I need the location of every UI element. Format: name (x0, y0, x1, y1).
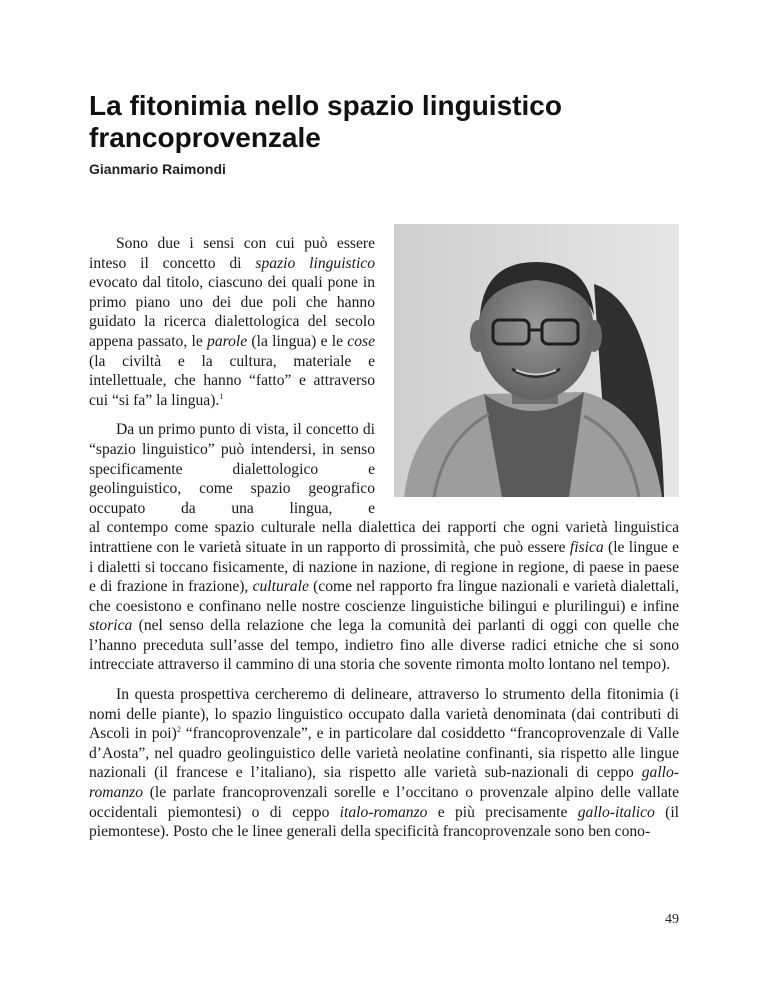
paragraph-3: In questa prospettiva cercheremo di delineare, attraverso lo strumento della fitonimia (i nomi delle piante), lo spazio linguistico occupato dalla varietà denominata (dai contributi di Ascoli in poi)$^2$ “francoprovenzale”, e in particolare dal cosiddetto “francoprovenzale di Valle d’Aosta”, nel quadro geolinguistico delle varietà neolatine confinanti, sia rispetto alle lingue nazionali (il francese e l’italiano), sia rispetto alle varietà sub-nazionali di ceppo gallo-romanzo (le parlate francoprovenzali sorelle e l’occitano o provenzale alpino delle vallate occidentali piemontesi) o di ceppo italo-romanzo e più precisamente gallo-italico (il piemontese). Posto che le linee generali della specificità francoprovenzale sono ben cono- (89, 686, 679, 841)
paragraph-1: Sono due i sensi con cui può essere inteso il concetto di spazio linguistico evocato dal titolo, ciascuno dei quali pone in primo piano uno dei due poli che hanno guidato la ricerca dialettologica del secolo appena passato, le parole (la lingua) e le cose (la civiltà e la cultura, materiale e intellettuale, che hanno “fatto” e attraverso cui “si fa” la lingua).$^1$ (89, 235, 375, 409)
paragraph-2: Da un primo punto di vista, il concetto di “spazio linguistico” può intendersi, in senso specificamente dialettologico e geolinguistico, come spazio geografico occupato da una lingua, e al contempo come spazio culturale nella dialettica dei rapporti che ogni varietà linguistica intrattiene con le varietà situate in un rapporto di prossimità, che può essere fisica (le lingue e i dialetti si toccano fisicamente, di nazione in nazione, di regione in regione, di paese in paese e di frazione in frazione), culturale (come nel rapporto fra lingue nazionali e varietà dialettali, che coesistono e confinano nelle nostre coscienze linguistiche bilingui e plurilingui) e infine storica (nel senso della relazione che lega la comunità dei parlanti di oggi con quelle che l’hanno preceduta sull’asse del tempo, indietro fino alle diverse radici etniche che si sono intrecciate attraverso il cammino di una storia che sovente rimonta molto lontano nel tempo). (89, 421, 679, 674)
article-title: La fitonimia nello spazio linguistico francoprovenzale (89, 90, 562, 153)
article-body (89, 234, 679, 852)
page-number: 49 (665, 912, 679, 927)
footnote-ref-2[interactable]: 2 (176, 725, 181, 735)
author-name: Gianmario Raimondi (89, 161, 226, 177)
footnote-ref-1[interactable]: 1 (219, 391, 224, 401)
